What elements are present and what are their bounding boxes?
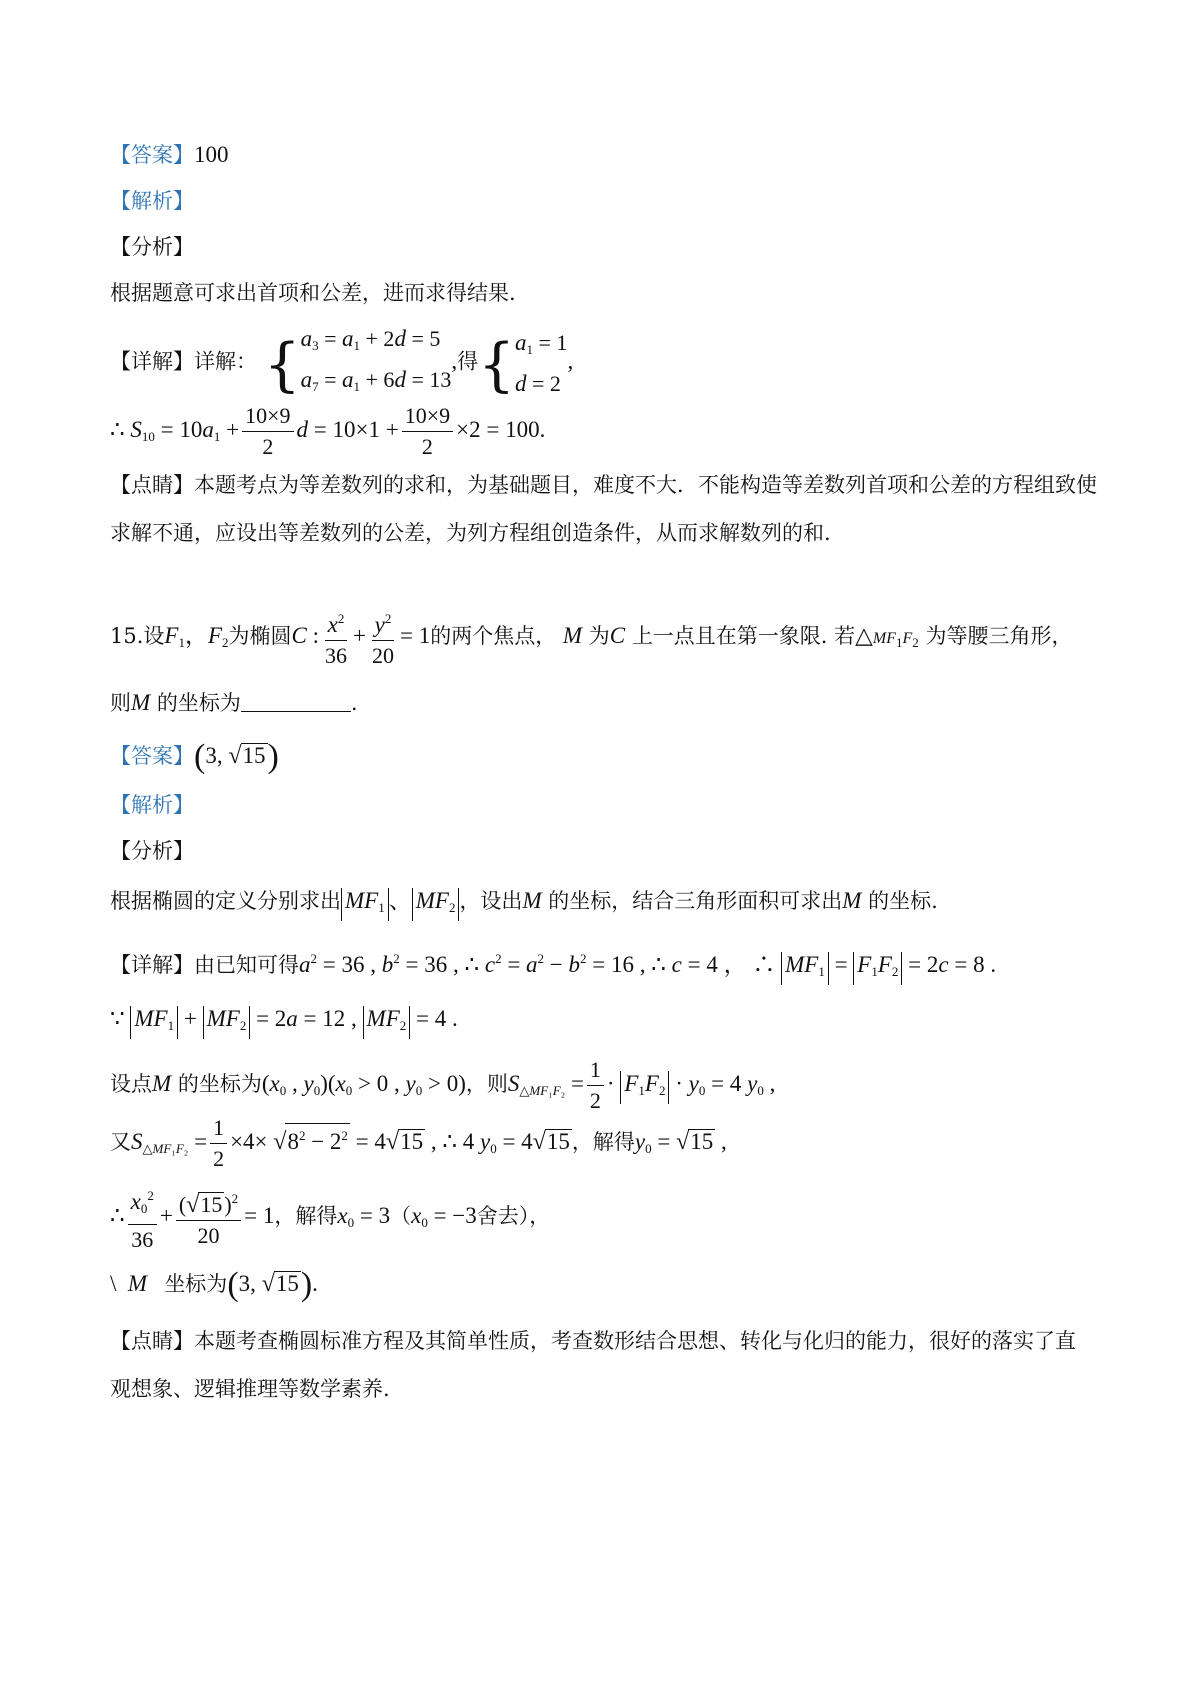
q15-stem-line2: 则M 的坐标为 . [110,690,358,715]
answer-value: 100 [194,142,229,167]
q15-dianjing-line1: 【点睛】本题考查椭圆标准方程及其简单性质，考查数形结合思想、转化与化归的能力，很好的落实了直 [110,1329,1076,1353]
dianjing-tag: 【点睛】 [110,1329,194,1353]
q14-xiangjie-line: 【详解】详解： { $a_3 = a_1 + 2d = 5$ $a_7 = a_1 + 6d = 13$ ,得{ $a_1 = 1$ d = 2 , [110,322,573,404]
q14-fenxi-tag: 【分析】 [110,235,194,259]
xiangjie-tag: 【详解】 [110,349,194,374]
q15-dianjing-line2: 观想象、逻辑推理等数学素养. [110,1377,390,1401]
xiangjie-tag: 【详解】 [110,953,194,977]
answer-tag: 【答案】 [110,744,194,768]
q14-answer-line [110,140,229,170]
q15-step3: 设点M 的坐标为($x_0$ , $y_0)(x_0 > 0$ , $y_0 > 0$)，则$S_{\triangle MF_1F_2}$ = $\frac{1}{2}$ · $F_1F_2 \cdot y_0 = 4$ $y_0$ , [110,1057,776,1113]
q15-fenxi-text: 根据椭圆的定义分别求出 $MF_1$ 、 $MF_2$ ，设出M 的坐标，结合三角形面积可求出M 的坐标. [110,886,938,921]
dianjing-tag: 【点睛】 [110,473,194,497]
q14-jiexi-tag: 【解析】 [110,189,194,213]
q15-answer-line: 【答案】(3, √15) [110,738,279,775]
q14-sum-formula: ∴ $S_{10} = 10a_1$ + $\frac{10\times 9}{2}$ d = 10×1 + $\frac{10\times 9}{2}$ ×2 = 100. [110,403,546,459]
equation-system-1: $a_3 = a_1 + 2d = 5$ $a_7 = a_1 + 6d = 13$ [300,326,452,394]
q15-stem-line1: 15.设$F_1$，$F_2$为椭圆C : $\frac{x^2}{36}$ + $\frac{y^2}{20}$ = 1的两个焦点， M 为C 上一点且在第一象限. 若$\triangle MF_1F_2$ 为等腰三角形， [110,604,1072,675]
q15-jiexi-tag: 【解析】 [110,793,194,817]
answer-tag: 【答案】 [110,143,194,167]
q15-step5: ∴ $\frac{x_0^2}{36}$ + $\frac{(√15)^2}{20}$ = 1，解得$x_0 = 3(x_0 = -3$舍去）， [110,1180,550,1259]
q14-dianjing-line1: 【点睛】本题考点为等差数列的求和，为基础题目，难度不大．不能构造等差数列首项和公差的方程组致使 [110,473,1097,497]
xiangjie-lead: 详解： [194,349,257,374]
q15-step4: 又$S_{\triangle MF_1F_2}$ = $\frac{1}{2}$ $\times 4\times √8^2 - 2^2 = 4√15$ , ∴ 4 $y_0 = 4√15$，解得$y_0 = √15$ , [110,1115,727,1171]
q15-step2: ∵ $MF_1 + MF_2 = 2a = 12$ , $MF_2 = 4$ . [110,1004,458,1039]
q15-step6: \ M 坐标为(3, √15). [110,1266,318,1303]
answer-blank [241,689,351,712]
q15-fenxi-tag: 【分析】 [110,839,194,863]
q14-dianjing-line2: 求解不通，应设出等差数列的公差，为列方程组创造条件，从而求解数列的和. [110,521,831,545]
de-text: 得 [457,349,479,374]
q15-xiangjie-line: 【详解】由已知可得$a^2 = 36$ , $b^2 = 36$ , ∴ $c^2 = a^2 - b^2 = 16$ , ∴ c = 4 ， ∴ $MF_1 = F_1F_2 = 2c = 8$ . [110,944,996,985]
equation-system-2: $a_1 = 1$ d = 2 [515,329,568,396]
q14-fenxi-text: 根据题意可求出首项和公差，进而求得结果. [110,281,516,305]
